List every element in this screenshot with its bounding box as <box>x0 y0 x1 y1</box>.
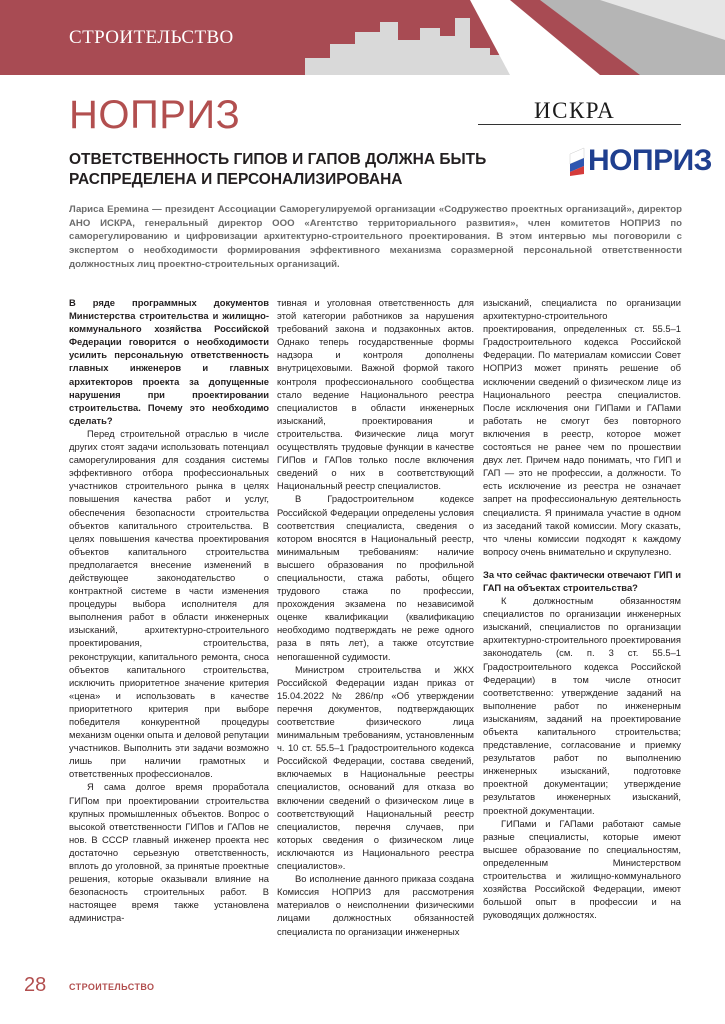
paragraph: ГИПами и ГАПами работают самые разные специалисты, которые имеют высшее образование по специальностям, определенным Министерством строительства и жилищно-коммунального хозяйства Российской Федерации, имеют большой опыт в профессии и на руководящих должностях. <box>483 817 681 921</box>
paragraph: тивная и уголовная ответственность для этой категории работников за нарушения требований закона и подзаконных актов. Однако теперь государственные формы надзора и контроля дополнены внутрицеховыми. Важной формой такого контроля профессионального сообщества стало ведение Национального реестра специалистов в области инженерных изысканий, проектирования и строительства. Физические лица могут осуществлять трудовые функции в качестве ГИПов и ГАПов только после включения сведений о них в соответствующий Национальный реестр специалистов. <box>277 297 474 492</box>
magazine-name: СТРОИТЕЛЬСТВО <box>69 982 155 992</box>
paragraph: изысканий, специалиста по организации архитектурно-строительного проектирования, определенных ст. 55.5–1 Градостроительного кодекса Российской Федерации. По материалам комиссии Совет НОПРИЗ может принять решение об исключении сведений о физическом лице из Национального реестра специалистов. После исключения они ГИПами и ГАПами работать не смогут без повторного включения в реестр, которое может состояться не ранее чем по прошествии двух лет. Причем надо понимать, что ГИП и ГАП — это не профессии, а должности. То есть исключение из реестра не означает запрет на профессиональную деятельность специалиста. Я принимала участие в одном из заседаний такой комиссии. Могу сказать, что члены комиссии подходят к каждому вопросу очень внимательно и скрупулезно. <box>483 297 681 557</box>
iskra-logo-name: ИСКРА <box>534 98 616 123</box>
paragraph: Во исполнение данного приказа создана Комиссия НОПРИЗ для рассмотрения материалов о неисполнении физическими лицами должностных обязанностей специалиста по организации инженерных <box>277 873 474 937</box>
nopriz-logo-word: НОПРИЗ <box>588 144 712 177</box>
iskra-logo <box>478 97 681 125</box>
paragraph: Я сама долгое время проработала ГИПом при проектировании строительства крупных промышленных объектов. Вопрос о высокой ответственности ГИПов и ГАПов не нов. В СССР главный инженер проекта нес достаточно серьезную ответственность, вплоть до уголовной, за принятые проектные решения, которые оказывали влияние на безопасность строительных работ. В настоящее время также установлена администра- <box>69 781 269 924</box>
paragraph: В Градостроительном кодексе Российской Федерации определены условия соответствия специалиста, сведения о котором вносятся в Национальный реестр, минимальным требованиям: наличие высшего образования по профильной специальности, стажа работы, общего трудового стажа по профессии, прохождения экзамена по независимой оценке квалификации (квалификацию необходимо подтверждать не реже одного раза в пять лет), а также отсутствие непогашенной судимости. <box>277 493 474 662</box>
iskra-logo-rule <box>478 124 681 125</box>
article-lead: Лариса Еремина — президент Ассоциации Саморегулируемой организации «Содружество проектных организаций», директор АНО ИСКРА, генеральный директор ООО «Агентство территориального развития», член комитетов НОПРИЗ по саморегулированию и цифровизации архитектурно-строительного проектирования. В этом интервью мы поговорили с экспертом о необходимости формирования эффективного механизма соразмерной персональной ответственности должностных лиц проектно-строительных организаций. <box>69 204 682 270</box>
article-headline: ОТВЕТСТВЕННОСТЬ ГИПОВ И ГАПОВ ДОЛЖНА БЫТЬ РАСПРЕДЕЛЕНА И ПЕРСОНАЛИЗИРОВАНА <box>69 151 487 188</box>
page-number: 28 <box>24 974 47 996</box>
flag-icon <box>568 146 590 176</box>
question-2: За что сейчас фактически отвечают ГИП и ГАП на объектах строительства? <box>483 568 681 593</box>
text-column-1 <box>69 296 269 925</box>
text-column-3 <box>483 296 681 921</box>
page-footer <box>0 970 725 1010</box>
question-1: В ряде программных документов Министерства строительства и жилищно-коммунального хозяйства Российской Федерации говорится о необходимости усилить персональную ответственность главных инженеров и главных архитекторов проекта за допущенные нарушения при проектировании строительства. Почему это необходимо сделать? <box>69 297 269 426</box>
nopriz-logo <box>568 144 712 192</box>
text-column-2 <box>277 296 474 938</box>
paragraph: Министром строительства и ЖКХ Российской Федерации издан приказ от 15.04.2022 № 286/пр «Об утверждении перечня документов, подтверждающих соответствие физического лица минимальным требованиям, установленным ч. 10 ст. 55.5–1 Градостроительного кодекса Российской Федерации, состава сведений, включаемых в Национальные реестры специалистов, оснований для отказа во включении сведений о физическом лице в соответствующий Национальный реестр специалистов, перечня случаев, при которых сведения о физическом лице исключаются из Национального реестра специалистов». <box>277 663 474 872</box>
brand-title: НОПРИЗ <box>69 93 241 137</box>
paragraph: Перед строительной отраслью в числе других стоят задачи использовать потенциал саморегулирования для создания системы эффективного отбора профессиональных участников строительного рынка в целях повышения качества работ и услуг, обеспечения безопасности строительства объектов капитального строительства. В целях повышения качества проектирования объектов капитального строительства предполагается внесение изменений в действующее законодательство о контрактной системе в части изменения процедуры выбора исполнителя для выполнения работ в области инженерных изысканий, архитектурно-строительного проектирования, строительства, реконструкции, капитального ремонта, сноса объектов капитального строительства, исключить приоритетное значение критерия «цена» и использовать в качестве приоритетного критерия при выборе победителя конкурентной процедуры механизм оценки опыта и деловой репутации участников. Выполнить эти задачи возможно лишь при наличии грамотных и ответственных профессионалов. <box>69 427 269 780</box>
section-title: СТРОИТЕЛЬСТВО <box>69 27 234 48</box>
page-header <box>0 0 725 75</box>
paragraph: К должностным обязанностям специалистов по организации инженерных изысканий, специалистов по организации архитектурно-строительного проектирования законодатель (см. п. 3 ст. 55.5–1 Градостроительного кодекса Российской Федерации) в том числе относит соответственно: утверждение заданий на выполнение работ по инженерным изысканиям, заданий на проектирование объекта капитального строительства; представление, согласование и приемку результатов работ по выполнению инженерных изысканий, подготовке проектной документации; утверждение результатов инженерных изысканий, проектной документации. <box>483 595 681 816</box>
spacer <box>483 558 681 568</box>
